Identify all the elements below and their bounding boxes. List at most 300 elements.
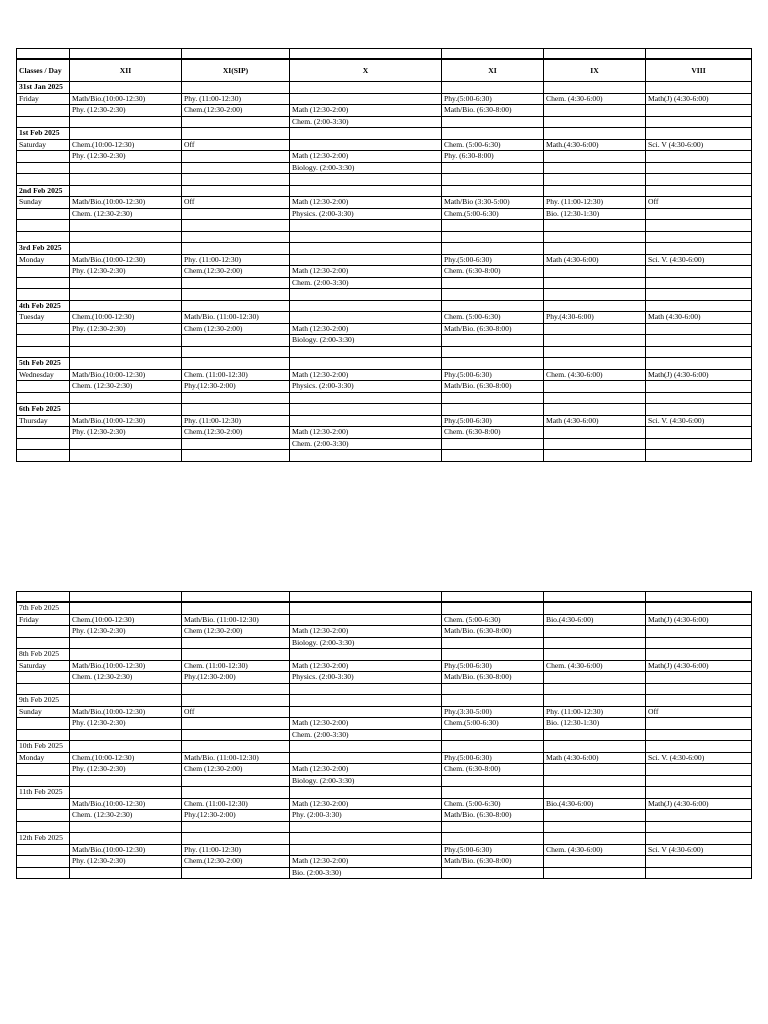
table-cell bbox=[442, 185, 544, 197]
table-cell bbox=[544, 626, 646, 638]
table-row bbox=[17, 660, 752, 672]
table-cell: Math(J) (4:30-6:00) bbox=[646, 614, 752, 626]
table-cell bbox=[17, 626, 70, 638]
table-cell bbox=[646, 649, 752, 661]
table-cell bbox=[17, 672, 70, 684]
table-cell bbox=[544, 427, 646, 439]
table-cell bbox=[17, 335, 70, 347]
table-cell bbox=[182, 185, 290, 197]
table-cell bbox=[70, 185, 182, 197]
table-cell bbox=[442, 404, 544, 416]
table-cell: Phy.(5:00-6:30) bbox=[442, 415, 544, 427]
table-cell: Phy. (11:00-12:30) bbox=[544, 706, 646, 718]
table-cell bbox=[182, 729, 290, 741]
table-cell bbox=[290, 787, 442, 799]
table-row bbox=[17, 706, 752, 718]
date-label: 3rd Feb 2025 bbox=[17, 243, 70, 255]
table-cell: Math/Bio. (6:30-8:00) bbox=[442, 105, 544, 117]
table-cell: Math/Bio.(10:00-12:30) bbox=[70, 415, 182, 427]
table-cell: Phy.(12:30-2:00) bbox=[182, 381, 290, 393]
table-cell: Chem.(10:00-12:30) bbox=[70, 752, 182, 764]
table-cell bbox=[646, 392, 752, 404]
table-cell bbox=[646, 404, 752, 416]
table-cell: Bio. (12:30-1:30) bbox=[544, 208, 646, 220]
table-cell: Phy. (12:30-2:30) bbox=[70, 427, 182, 439]
table-cell: Phy.(5:00-6:30) bbox=[442, 254, 544, 266]
table-row bbox=[17, 392, 752, 404]
table-cell: Math (12:30-2:00) bbox=[290, 764, 442, 776]
date-label: 7th Feb 2025 bbox=[17, 602, 70, 614]
date-label: 10th Feb 2025 bbox=[17, 741, 70, 753]
table-row bbox=[17, 415, 752, 427]
date-row bbox=[17, 741, 752, 753]
table-cell bbox=[442, 220, 544, 232]
table-cell: Phy.(3:30-5:00) bbox=[442, 706, 544, 718]
table-cell: Chem.(12:30-2:00) bbox=[182, 427, 290, 439]
table-cell bbox=[182, 174, 290, 186]
column-header: IX bbox=[544, 59, 646, 82]
table-cell: Phy. (12:30-2:30) bbox=[70, 105, 182, 117]
table-cell: Off bbox=[182, 706, 290, 718]
table-cell bbox=[70, 277, 182, 289]
table-cell: Sunday bbox=[17, 197, 70, 209]
table-cell: Phy. (12:30-2:30) bbox=[70, 626, 182, 638]
date-label: 9th Feb 2025 bbox=[17, 695, 70, 707]
table-cell: Math/Bio.(10:00-12:30) bbox=[70, 706, 182, 718]
table-cell bbox=[646, 162, 752, 174]
table-cell bbox=[182, 220, 290, 232]
table-cell bbox=[544, 174, 646, 186]
table-cell bbox=[290, 312, 442, 324]
table-cell: Friday bbox=[17, 93, 70, 105]
table-cell: Chem. (2:00-3:30) bbox=[290, 116, 442, 128]
table-cell bbox=[646, 82, 752, 94]
table-cell bbox=[17, 151, 70, 163]
table-cell: Chem. (12:30-2:30) bbox=[70, 810, 182, 822]
table-cell bbox=[182, 683, 290, 695]
table-cell bbox=[646, 592, 752, 603]
table-cell bbox=[182, 289, 290, 301]
date-label: 8th Feb 2025 bbox=[17, 649, 70, 661]
table-row bbox=[17, 626, 752, 638]
table-cell: Wednesday bbox=[17, 369, 70, 381]
table-cell bbox=[544, 151, 646, 163]
table-cell: Math(J) (4:30-6:00) bbox=[646, 660, 752, 672]
table-cell: Math (12:30-2:00) bbox=[290, 427, 442, 439]
table-cell bbox=[182, 358, 290, 370]
table-cell: Math (12:30-2:00) bbox=[290, 718, 442, 730]
table-cell bbox=[646, 266, 752, 278]
table-row bbox=[17, 197, 752, 209]
table-cell bbox=[290, 300, 442, 312]
table-cell bbox=[442, 683, 544, 695]
table-cell: Physics. (2:00-3:30) bbox=[290, 208, 442, 220]
table-cell: Chem.(12:30-2:00) bbox=[182, 856, 290, 868]
table-cell: Chem. (11:00-12:30) bbox=[182, 660, 290, 672]
table-cell bbox=[70, 787, 182, 799]
table-cell: Chem. (12:30-2:30) bbox=[70, 672, 182, 684]
table-row bbox=[17, 821, 752, 833]
table-cell bbox=[442, 741, 544, 753]
table-cell bbox=[646, 277, 752, 289]
table-cell: Off bbox=[182, 139, 290, 151]
table-cell bbox=[646, 450, 752, 462]
table-cell bbox=[646, 438, 752, 450]
date-row bbox=[17, 185, 752, 197]
table-cell bbox=[70, 300, 182, 312]
table-row bbox=[17, 672, 752, 684]
table-cell: Math (12:30-2:00) bbox=[290, 197, 442, 209]
table-row bbox=[17, 231, 752, 243]
table-cell bbox=[17, 277, 70, 289]
table-cell: Phy. (2:00-3:30) bbox=[290, 810, 442, 822]
table-cell bbox=[442, 775, 544, 787]
table-row bbox=[17, 312, 752, 324]
table-cell bbox=[442, 695, 544, 707]
table-cell bbox=[646, 856, 752, 868]
table-cell: Sci. V (4:30-6:00) bbox=[646, 844, 752, 856]
column-header: XI(SIP) bbox=[182, 59, 290, 82]
table-row bbox=[17, 764, 752, 776]
table-cell bbox=[646, 151, 752, 163]
table-cell: Math (12:30-2:00) bbox=[290, 323, 442, 335]
table-cell bbox=[646, 683, 752, 695]
table-cell bbox=[442, 300, 544, 312]
table-cell bbox=[70, 821, 182, 833]
table-cell bbox=[544, 602, 646, 614]
table-row bbox=[17, 369, 752, 381]
table-cell bbox=[17, 49, 70, 60]
table-cell bbox=[290, 821, 442, 833]
table-cell bbox=[182, 833, 290, 845]
table-row bbox=[17, 683, 752, 695]
table-cell bbox=[17, 427, 70, 439]
table-cell bbox=[290, 139, 442, 151]
table-cell: Math/Bio. (6:30-8:00) bbox=[442, 810, 544, 822]
table-cell: Phy. (12:30-2:30) bbox=[70, 856, 182, 868]
table-cell bbox=[17, 450, 70, 462]
table-cell bbox=[442, 128, 544, 140]
table-cell bbox=[442, 392, 544, 404]
table-cell bbox=[17, 116, 70, 128]
table-cell: Monday bbox=[17, 254, 70, 266]
schedule-table-2 bbox=[16, 591, 752, 879]
table-cell: Phy. (12:30-2:30) bbox=[70, 764, 182, 776]
table-cell bbox=[442, 729, 544, 741]
table-row bbox=[17, 729, 752, 741]
table-cell bbox=[544, 438, 646, 450]
table-cell: Off bbox=[646, 197, 752, 209]
table-cell: Phy. (11:00-12:30) bbox=[182, 844, 290, 856]
table-cell: Chem. (12:30-2:30) bbox=[70, 381, 182, 393]
table-cell bbox=[290, 185, 442, 197]
table-cell bbox=[290, 346, 442, 358]
table-cell bbox=[182, 392, 290, 404]
table-cell bbox=[544, 128, 646, 140]
table-cell bbox=[442, 787, 544, 799]
table-cell: Math/Bio (3:30-5:00) bbox=[442, 197, 544, 209]
table-cell bbox=[544, 300, 646, 312]
table-cell bbox=[646, 185, 752, 197]
table-cell bbox=[290, 741, 442, 753]
table-cell bbox=[17, 764, 70, 776]
table-cell bbox=[290, 602, 442, 614]
table-cell: Phy. (12:30-2:30) bbox=[70, 718, 182, 730]
table-cell: Chem.(10:00-12:30) bbox=[70, 312, 182, 324]
table-cell bbox=[544, 867, 646, 879]
table-cell bbox=[544, 775, 646, 787]
table-row bbox=[17, 266, 752, 278]
table-cell bbox=[182, 277, 290, 289]
table-cell bbox=[646, 602, 752, 614]
table-cell: Phy.(12:30-2:00) bbox=[182, 672, 290, 684]
table-cell bbox=[442, 346, 544, 358]
table-cell bbox=[544, 323, 646, 335]
table-cell: Bio.(4:30-6:00) bbox=[544, 798, 646, 810]
table-cell bbox=[646, 128, 752, 140]
table-cell bbox=[290, 833, 442, 845]
table-row bbox=[17, 614, 752, 626]
table-cell bbox=[544, 729, 646, 741]
table-cell: Math/Bio. (11:00-12:30) bbox=[182, 312, 290, 324]
table-cell bbox=[544, 450, 646, 462]
table-row bbox=[17, 220, 752, 232]
table-cell bbox=[182, 718, 290, 730]
table-cell bbox=[70, 392, 182, 404]
table-cell bbox=[290, 392, 442, 404]
table-row bbox=[17, 718, 752, 730]
table-cell: Chem. (6:30-8:00) bbox=[442, 266, 544, 278]
table-cell: Sci. V. (4:30-6:00) bbox=[646, 752, 752, 764]
table-cell bbox=[646, 381, 752, 393]
table-cell: Chem. (2:00-3:30) bbox=[290, 729, 442, 741]
table-row bbox=[17, 798, 752, 810]
table-cell bbox=[442, 637, 544, 649]
table-cell: Math/Bio.(10:00-12:30) bbox=[70, 369, 182, 381]
table-cell: Math (12:30-2:00) bbox=[290, 266, 442, 278]
table-cell bbox=[544, 637, 646, 649]
table-cell bbox=[544, 82, 646, 94]
table-cell bbox=[290, 404, 442, 416]
table-cell: Math.(4:30-6:00) bbox=[544, 139, 646, 151]
table-cell bbox=[544, 833, 646, 845]
table-cell: Bio.(4:30-6:00) bbox=[544, 614, 646, 626]
table-cell: Chem. (2:00-3:30) bbox=[290, 277, 442, 289]
table-row bbox=[17, 254, 752, 266]
table-cell bbox=[182, 346, 290, 358]
table-cell: Chem. (11:00-12:30) bbox=[182, 798, 290, 810]
date-row bbox=[17, 300, 752, 312]
table-cell bbox=[290, 82, 442, 94]
blank-row bbox=[17, 49, 752, 60]
table-cell: Physics. (2:00-3:30) bbox=[290, 381, 442, 393]
table-cell bbox=[182, 592, 290, 603]
table-cell: Math (4:30-6:00) bbox=[544, 752, 646, 764]
table-cell bbox=[646, 764, 752, 776]
table-cell: Phy. (11:00-12:30) bbox=[182, 415, 290, 427]
table-cell bbox=[646, 787, 752, 799]
table-cell: Math (12:30-2:00) bbox=[290, 369, 442, 381]
table-cell bbox=[17, 208, 70, 220]
table-cell: Chem.(12:30-2:00) bbox=[182, 266, 290, 278]
table-row bbox=[17, 151, 752, 163]
column-header: Classes / Day bbox=[17, 59, 70, 82]
table-cell bbox=[442, 438, 544, 450]
table-cell bbox=[70, 695, 182, 707]
table-cell: Phy.(5:00-6:30) bbox=[442, 369, 544, 381]
table-cell bbox=[442, 82, 544, 94]
table-cell: Chem. (4:30-6:00) bbox=[544, 93, 646, 105]
table-cell: Chem. (12:30-2:30) bbox=[70, 208, 182, 220]
table-cell bbox=[544, 856, 646, 868]
table-cell bbox=[182, 821, 290, 833]
table-cell bbox=[544, 243, 646, 255]
table-row bbox=[17, 105, 752, 117]
table-cell: Off bbox=[646, 706, 752, 718]
table-cell: Math/Bio. (6:30-8:00) bbox=[442, 323, 544, 335]
table-cell bbox=[544, 162, 646, 174]
table-row bbox=[17, 289, 752, 301]
table-cell bbox=[70, 82, 182, 94]
table-cell bbox=[70, 335, 182, 347]
table-cell bbox=[646, 833, 752, 845]
table-cell: Chem. (6:30-8:00) bbox=[442, 427, 544, 439]
table-cell bbox=[17, 381, 70, 393]
table-cell: Phy. (12:30-2:30) bbox=[70, 323, 182, 335]
table-cell: Phy.(4:30-6:00) bbox=[544, 312, 646, 324]
table-row bbox=[17, 93, 752, 105]
table-row bbox=[17, 810, 752, 822]
table-cell bbox=[544, 381, 646, 393]
table-row bbox=[17, 323, 752, 335]
table-cell: Physics. (2:00-3:30) bbox=[290, 672, 442, 684]
table-cell bbox=[646, 729, 752, 741]
table-cell bbox=[290, 358, 442, 370]
table-cell: Math(J) (4:30-6:00) bbox=[646, 369, 752, 381]
date-row bbox=[17, 128, 752, 140]
table-cell bbox=[544, 358, 646, 370]
table-cell bbox=[70, 220, 182, 232]
table-cell: Math/Bio.(10:00-12:30) bbox=[70, 798, 182, 810]
table-cell: Phy. (6:30-8:00) bbox=[442, 151, 544, 163]
column-header: VIII bbox=[646, 59, 752, 82]
table-cell bbox=[290, 415, 442, 427]
table-cell bbox=[544, 266, 646, 278]
table-cell: Chem. (6:30-8:00) bbox=[442, 764, 544, 776]
date-row bbox=[17, 787, 752, 799]
date-row bbox=[17, 243, 752, 255]
table-cell bbox=[17, 683, 70, 695]
schedule-table-1 bbox=[16, 48, 752, 462]
table-cell: Math (12:30-2:00) bbox=[290, 856, 442, 868]
table-cell: Sci. V (4:30-6:00) bbox=[646, 139, 752, 151]
table-cell bbox=[182, 404, 290, 416]
table-cell bbox=[70, 683, 182, 695]
table-cell bbox=[544, 649, 646, 661]
table-cell bbox=[182, 243, 290, 255]
table-cell bbox=[70, 649, 182, 661]
table-cell: Math/Bio.(10:00-12:30) bbox=[70, 93, 182, 105]
table-cell: Chem. (11:00-12:30) bbox=[182, 369, 290, 381]
table-cell bbox=[182, 300, 290, 312]
table-cell bbox=[182, 438, 290, 450]
table-cell bbox=[646, 358, 752, 370]
table-cell bbox=[182, 775, 290, 787]
table-cell bbox=[646, 220, 752, 232]
table-cell bbox=[17, 856, 70, 868]
table-cell: Chem.(10:00-12:30) bbox=[70, 139, 182, 151]
table-cell bbox=[544, 277, 646, 289]
table-cell bbox=[544, 335, 646, 347]
table-cell: Chem. (5:00-6:30) bbox=[442, 139, 544, 151]
table-cell bbox=[182, 867, 290, 879]
table-cell: Chem. (4:30-6:00) bbox=[544, 660, 646, 672]
table-cell bbox=[17, 266, 70, 278]
table-cell bbox=[442, 116, 544, 128]
table-cell bbox=[442, 162, 544, 174]
table-cell bbox=[17, 718, 70, 730]
table-cell: Math (12:30-2:00) bbox=[290, 660, 442, 672]
date-label: 31st Jan 2025 bbox=[17, 82, 70, 94]
table-cell bbox=[442, 602, 544, 614]
table-cell: Bio. (2:00-3:30) bbox=[290, 867, 442, 879]
table-cell bbox=[646, 695, 752, 707]
table-cell: Chem. (4:30-6:00) bbox=[544, 844, 646, 856]
table-cell bbox=[182, 787, 290, 799]
table-cell bbox=[442, 867, 544, 879]
table-cell bbox=[290, 592, 442, 603]
table-cell bbox=[182, 649, 290, 661]
date-label: 1st Feb 2025 bbox=[17, 128, 70, 140]
table-cell bbox=[17, 844, 70, 856]
table-cell bbox=[17, 323, 70, 335]
table-cell bbox=[290, 231, 442, 243]
table-row bbox=[17, 208, 752, 220]
table-cell bbox=[442, 592, 544, 603]
date-row bbox=[17, 833, 752, 845]
table-row bbox=[17, 162, 752, 174]
table-row bbox=[17, 867, 752, 879]
table-cell: Math/Bio.(10:00-12:30) bbox=[70, 197, 182, 209]
table-cell bbox=[290, 844, 442, 856]
table-cell bbox=[182, 208, 290, 220]
table-cell: Chem. (4:30-6:00) bbox=[544, 369, 646, 381]
table-cell: Math (4:30-6:00) bbox=[646, 312, 752, 324]
table-cell bbox=[182, 162, 290, 174]
table-row bbox=[17, 116, 752, 128]
table-cell bbox=[290, 752, 442, 764]
table-cell bbox=[70, 741, 182, 753]
table-row bbox=[17, 438, 752, 450]
table-cell: Chem. (5:00-6:30) bbox=[442, 798, 544, 810]
table-cell bbox=[182, 151, 290, 163]
table-cell bbox=[544, 185, 646, 197]
table-cell bbox=[290, 649, 442, 661]
table-cell: Chem. (5:00-6:30) bbox=[442, 312, 544, 324]
table-cell: Sci. V. (4:30-6:00) bbox=[646, 415, 752, 427]
table-row bbox=[17, 450, 752, 462]
table-cell bbox=[17, 821, 70, 833]
table-cell bbox=[646, 427, 752, 439]
table-cell bbox=[182, 335, 290, 347]
table-cell: Thursday bbox=[17, 415, 70, 427]
table-cell bbox=[442, 358, 544, 370]
table-cell bbox=[544, 672, 646, 684]
table-cell: Friday bbox=[17, 614, 70, 626]
table-cell bbox=[442, 649, 544, 661]
table-cell: Math(J) (4:30-6:00) bbox=[646, 798, 752, 810]
table-cell bbox=[646, 626, 752, 638]
